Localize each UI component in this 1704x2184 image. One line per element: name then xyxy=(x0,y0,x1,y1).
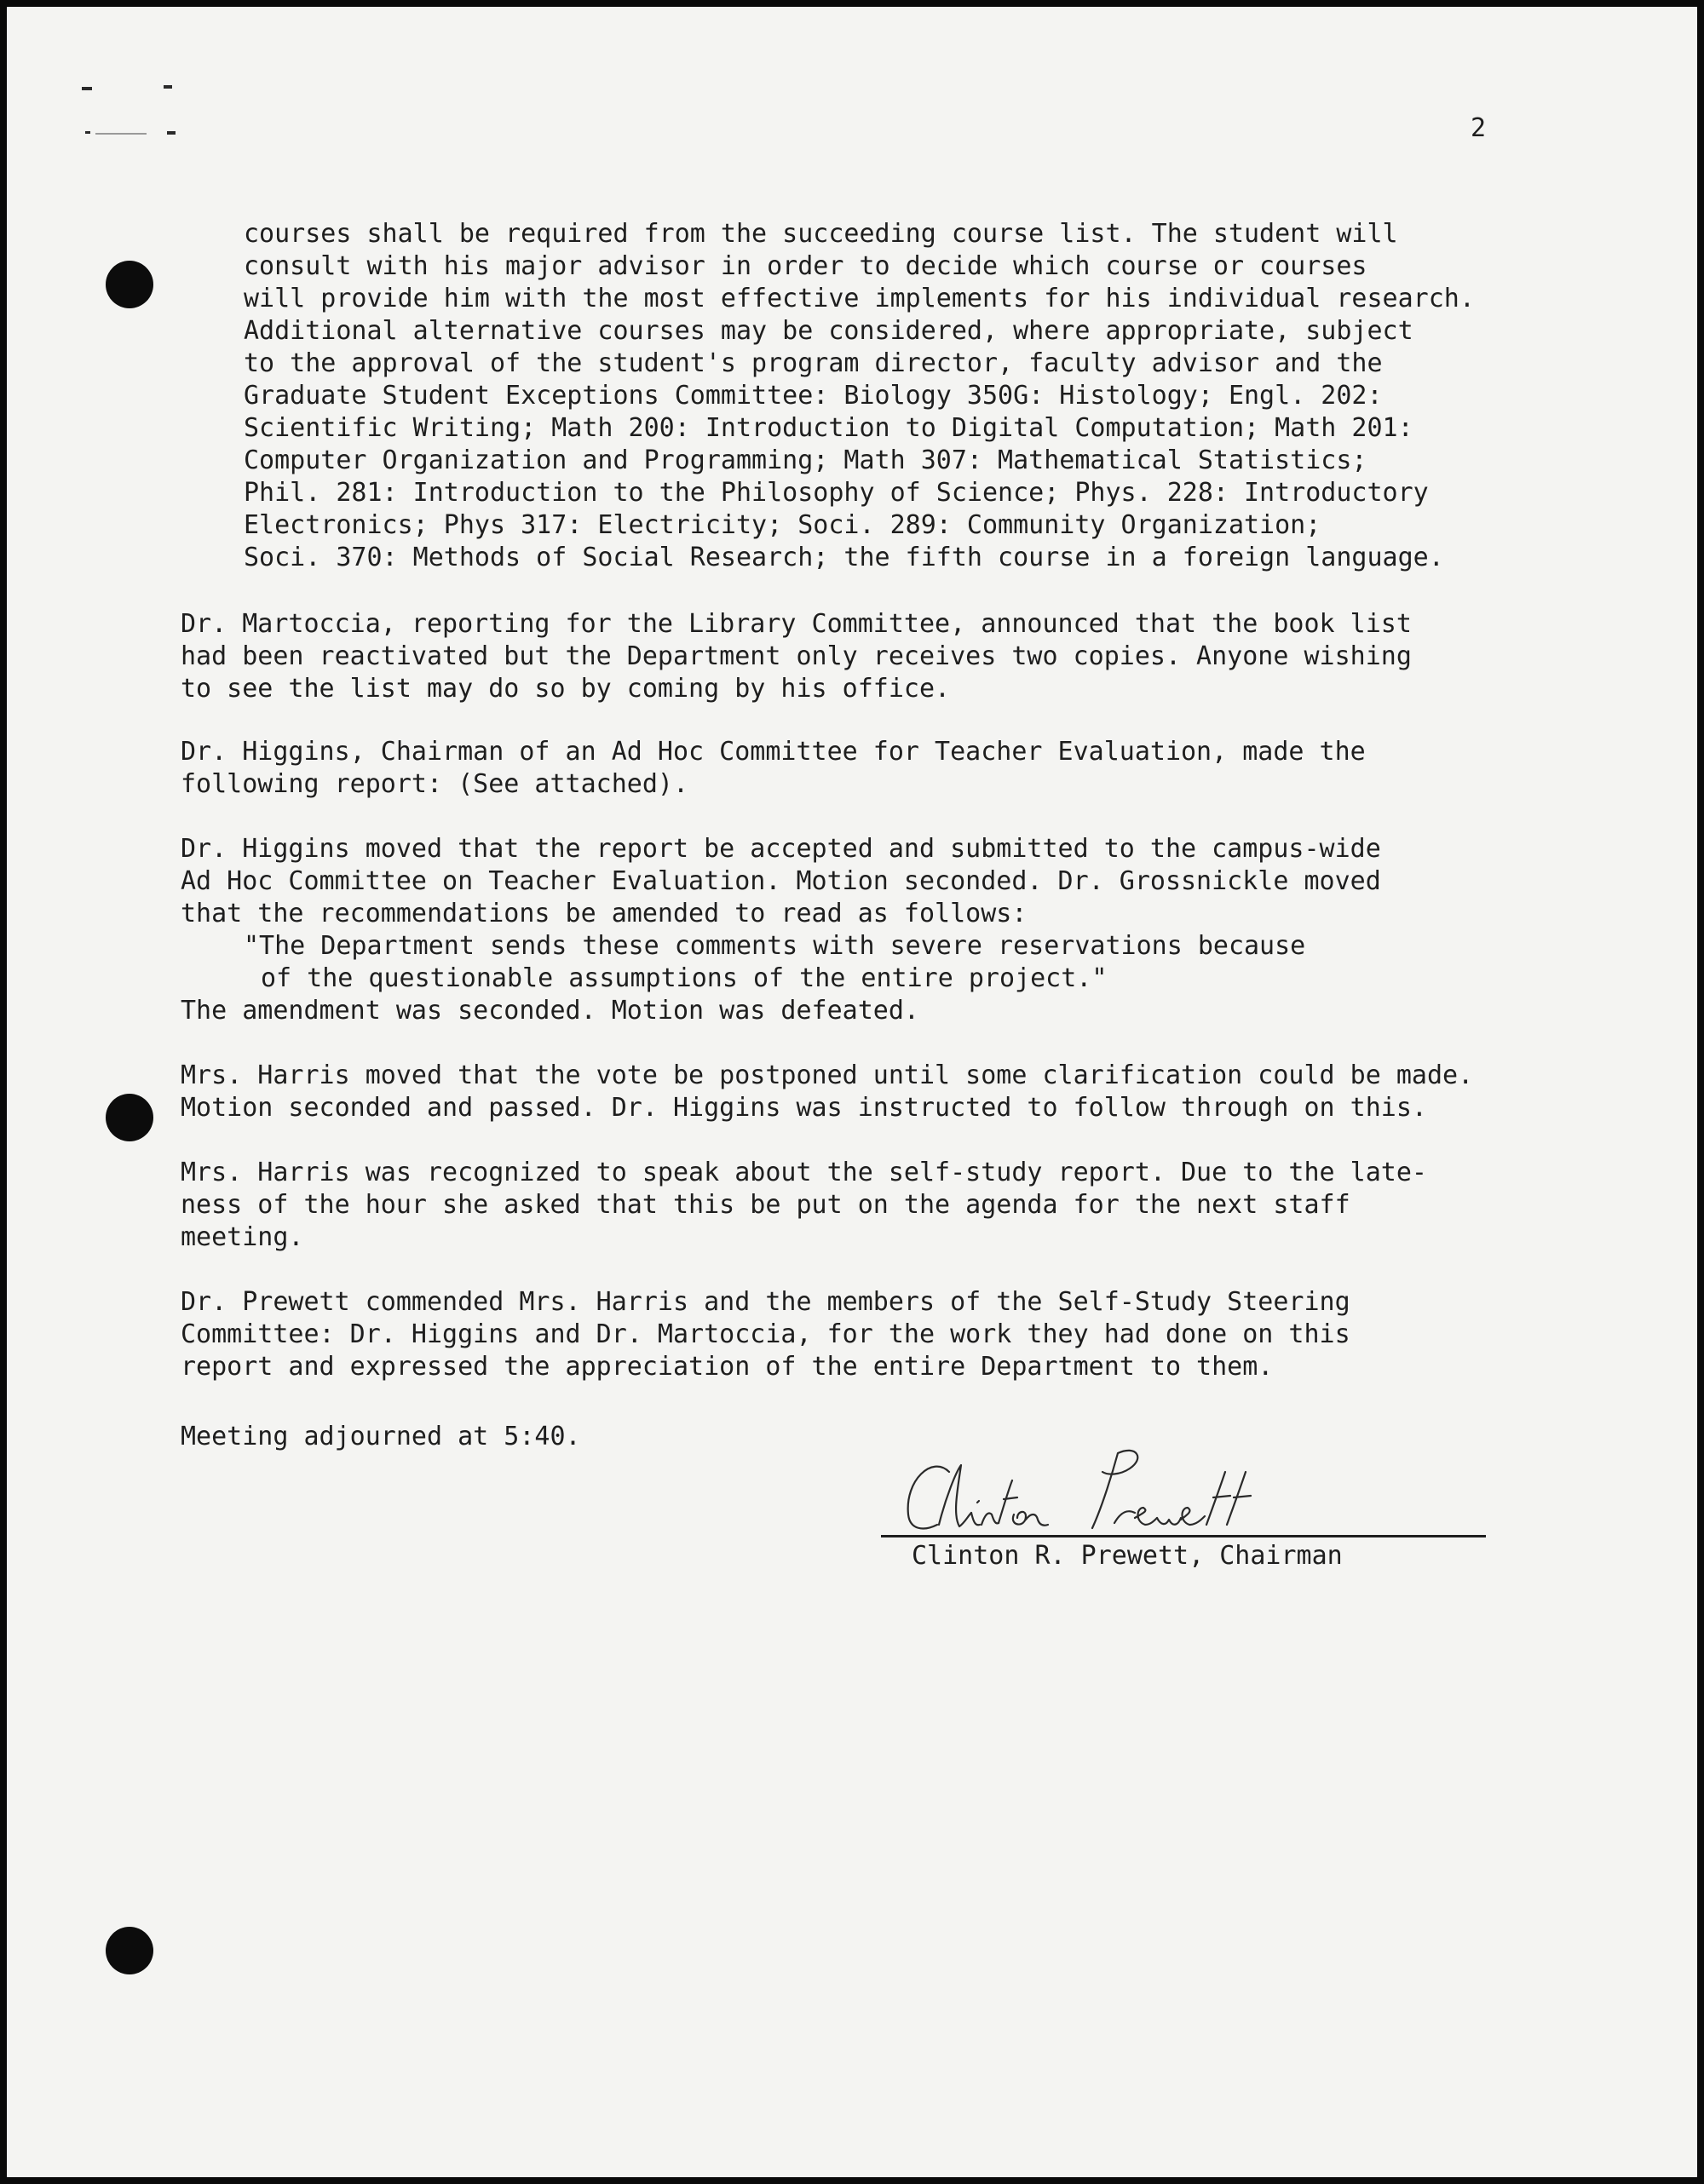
text-line: following report: (See attached). xyxy=(181,769,689,799)
text-line: consult with his major advisor in order to decide which course or courses xyxy=(244,251,1367,281)
text-line: Soci. 370: Methods of Social Research; the fifth course in a foreign language. xyxy=(244,543,1444,572)
amendment-result: The amendment was seconded. Motion was defeated. xyxy=(181,996,919,1026)
text-line: "The Department sends these comments with severe reservations because xyxy=(244,931,1306,961)
text-line: Dr. Martoccia, reporting for the Library Committee, announced that the book list xyxy=(181,609,1412,639)
text-line: Scientific Writing; Math 200: Introduction to Digital Computation; Math 201: xyxy=(244,413,1413,443)
signature-line xyxy=(881,1535,1486,1537)
text-line: to see the list may do so by coming by his office. xyxy=(181,674,951,704)
library-committee-paragraph xyxy=(181,608,1412,705)
commendation-paragraph xyxy=(181,1286,1350,1383)
text-line: Dr. Higgins moved that the report be accepted and submitted to the campus-wide xyxy=(181,834,1381,864)
text-line: meeting. xyxy=(181,1222,304,1252)
binder-hole-bottom xyxy=(106,1927,153,1974)
self-study-paragraph xyxy=(181,1157,1427,1254)
handwritten-signature xyxy=(889,1446,1333,1540)
text-line: ness of the hour she asked that this be put on the agenda for the next staff xyxy=(181,1190,1350,1220)
text-line: Additional alternative courses may be considered, where appropriate, subject xyxy=(244,316,1413,346)
text-line: Computer Organization and Programming; Math 307: Mathematical Statistics; xyxy=(244,445,1367,475)
text-line: courses shall be required from the succeeding course list. The student will xyxy=(244,219,1398,249)
postpone-paragraph xyxy=(181,1060,1473,1124)
adjournment-line: Meeting adjourned at 5:40. xyxy=(181,1422,581,1451)
text-line: will provide him with the most effective implements for his individual research. xyxy=(244,284,1475,313)
course-list-paragraph xyxy=(244,218,1475,574)
binder-hole-middle xyxy=(106,1094,153,1141)
text-line: of the questionable assumptions of the entire project." xyxy=(261,963,1108,993)
margin-mark xyxy=(95,133,147,135)
text-line: Graduate Student Exceptions Committee: Biology 350G: Histology; Engl. 202: xyxy=(244,381,1383,411)
text-line: Dr. Higgins, Chairman of an Ad Hoc Committee for Teacher Evaluation, made the xyxy=(181,737,1366,767)
text-line: Motion seconded and passed. Dr. Higgins was instructed to follow through on this. xyxy=(181,1093,1427,1123)
text-line: report and expressed the appreciation of the entire Department to them. xyxy=(181,1352,1274,1382)
motion-paragraph xyxy=(181,833,1381,930)
text-line: Dr. Prewett commended Mrs. Harris and the members of the Self-Study Steering xyxy=(181,1287,1350,1317)
text-line: that the recommendations be amended to read as follows: xyxy=(181,899,1028,928)
amendment-quote xyxy=(244,930,1305,995)
text-line: Mrs. Harris moved that the vote be postponed until some clarification could be made. xyxy=(181,1060,1474,1090)
text-line: Electronics; Phys 317: Electricity; Soci. 289: Community Organization; xyxy=(244,510,1321,540)
margin-mark xyxy=(164,85,172,89)
teacher-evaluation-paragraph xyxy=(181,736,1366,801)
page-number: 2 xyxy=(1471,113,1487,143)
binder-hole-top xyxy=(106,261,153,308)
text-line: Mrs. Harris was recognized to speak about the self-study report. Due to the late- xyxy=(181,1158,1427,1187)
signature-name: Clinton R. Prewett, Chairman xyxy=(912,1541,1343,1571)
margin-mark xyxy=(82,87,92,90)
margin-mark xyxy=(85,131,90,134)
text-line: Committee: Dr. Higgins and Dr. Martoccia, for the work they had done on this xyxy=(181,1319,1350,1349)
text-line: Phil. 281: Introduction to the Philosophy of Science; Phys. 228: Introductory xyxy=(244,478,1429,508)
margin-mark xyxy=(167,131,176,135)
text-line: to the approval of the student's program director, faculty advisor and the xyxy=(244,348,1383,378)
text-line: Ad Hoc Committee on Teacher Evaluation. Motion seconded. Dr. Grossnickle moved xyxy=(181,866,1381,896)
document-page xyxy=(7,7,1697,2177)
text-line: had been reactivated but the Department only receives two copies. Anyone wishing xyxy=(181,641,1412,671)
